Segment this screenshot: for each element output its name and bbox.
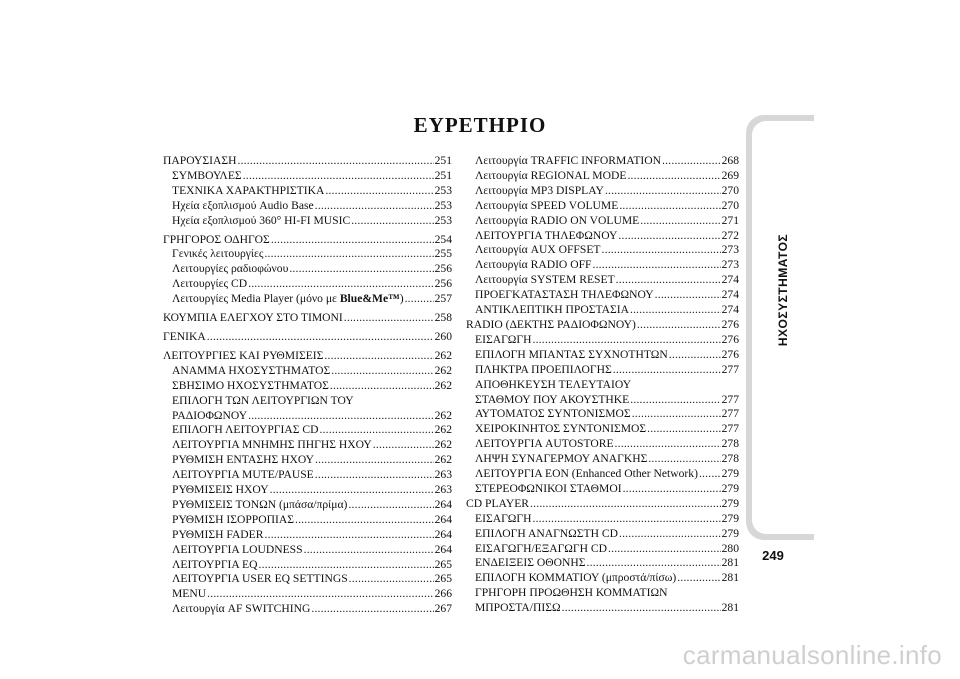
page-number: 249 xyxy=(762,548,784,563)
dot-leader xyxy=(647,422,720,437)
index-page-number: 262 xyxy=(434,363,452,377)
index-entry[interactable] xyxy=(163,498,452,513)
index-entry-text: ΕΠΙΛΟΓΗ ΚΟΜΜΑΤΙΟΥ (μπροστά/πίσω) xyxy=(475,571,677,585)
dot-leader xyxy=(562,601,721,616)
index-entry-text: MENU xyxy=(172,587,207,601)
dot-leader xyxy=(532,333,720,348)
dot-leader xyxy=(351,214,433,229)
index-entry-text: RADIO (ΔΕΚΤΗΣ ΡΑΔΙΟΦΩΝΟΥ) xyxy=(466,317,636,331)
dot-leader xyxy=(237,154,433,169)
index-entry[interactable] xyxy=(163,169,452,184)
index-page-number: 263 xyxy=(434,468,452,482)
dot-leader xyxy=(207,330,434,345)
dot-leader xyxy=(608,542,721,557)
index-page-number: 279 xyxy=(721,467,739,481)
index-page-number: 279 xyxy=(721,481,739,495)
dot-leader xyxy=(630,393,720,408)
dot-leader xyxy=(259,558,434,573)
index-entry[interactable] xyxy=(466,467,739,482)
dot-leader xyxy=(270,483,434,498)
index-entry[interactable] xyxy=(466,527,739,542)
index-entry[interactable] xyxy=(466,154,739,169)
index-page-number: 281 xyxy=(721,556,739,570)
dot-leader xyxy=(373,438,434,453)
index-entry[interactable] xyxy=(163,423,452,438)
index-page-number: 277 xyxy=(721,362,739,376)
dot-leader xyxy=(304,543,434,558)
index-page-number: 253 xyxy=(434,198,452,212)
index-entry-text: ΠΑΡΟΥΣΙΑΣΗ xyxy=(163,154,237,167)
dot-leader xyxy=(271,233,434,248)
index-page-number: 277 xyxy=(721,407,739,421)
dot-leader xyxy=(623,482,721,497)
index-entry[interactable] xyxy=(163,199,452,214)
dot-leader xyxy=(616,273,721,288)
index-entry-text: Λειτουργίες ραδιοφώνου xyxy=(172,262,289,276)
index-entry-text xyxy=(172,292,404,307)
dot-leader xyxy=(331,364,433,379)
index-page-number: 263 xyxy=(434,483,452,497)
dot-leader xyxy=(662,154,721,169)
index-entry-text: Λειτουργία SYSTEM RESET xyxy=(475,273,615,287)
index-entry-text: ΕΙΣΑΓΩΓΗ xyxy=(475,511,532,525)
dot-leader xyxy=(613,363,721,378)
index-entry-text: ΣΥΜΒΟΥΛΕΣ xyxy=(172,168,242,182)
index-entry-text: ΡΥΘΜΙΣΗ ΕΝΤΑΣΗΣ ΗΧΟΥ xyxy=(172,453,315,467)
index-entry[interactable] xyxy=(466,497,739,512)
index-entry-text: ΑΥΤΟΜΑΤΟΣ ΣΥΝΤΟΝΙΣΜΟΣ xyxy=(475,407,631,421)
index-entry[interactable] xyxy=(163,330,452,345)
index-entry[interactable] xyxy=(466,303,739,318)
index-entry-text: ΡΥΘΜΙΣΕΙΣ ΤΟΝΩΝ (μπάσα/πρίμα) xyxy=(172,497,348,511)
index-page-number: 269 xyxy=(721,168,739,182)
index-page-number: 262 xyxy=(434,438,452,452)
index-entry-text: ΕΙΣΑΓΩΓΗ xyxy=(475,332,532,346)
index-entry[interactable] xyxy=(163,349,452,364)
index-entry[interactable] xyxy=(163,154,452,169)
dot-leader xyxy=(265,528,434,543)
index-entry-text: ΡΥΘΜΙΣΕΙΣ ΗΧΟΥ xyxy=(172,483,269,497)
index-page-number: 257 xyxy=(434,292,452,306)
index-entry[interactable] xyxy=(466,452,739,467)
index-entry-text-part: Λειτουργίες Media Player (μόνο με xyxy=(172,292,340,306)
index-page-number: 260 xyxy=(434,329,452,343)
dot-leader xyxy=(289,262,433,277)
index-page-number: 262 xyxy=(434,453,452,467)
index-page-number: 277 xyxy=(721,392,739,406)
dot-leader xyxy=(349,572,434,587)
index-entry[interactable] xyxy=(466,437,739,452)
index-page-number: 255 xyxy=(434,247,452,261)
index-entry-text: ΛΕΙΤΟΥΡΓΙΑ MUTE/PAUSE xyxy=(172,468,314,482)
index-entry-text: ΠΡΟΕΓΚΑΤΑΣΤΑΣΗ ΤΗΛΕΦΩΝΟΥ xyxy=(475,288,654,302)
index-entry-text: ΡΑΔΙΟΦΩΝΟΥ xyxy=(172,408,248,422)
dot-leader xyxy=(243,169,434,184)
dot-leader xyxy=(677,571,720,586)
dot-leader xyxy=(248,409,434,424)
index-entry-text: Λειτουργία RADIO OFF xyxy=(475,258,592,272)
index-entry[interactable] xyxy=(163,587,452,602)
index-entry[interactable] xyxy=(466,184,739,199)
dot-leader xyxy=(207,587,433,602)
page-title: ΕΥΡΕΤΗΡΙΟ xyxy=(413,113,547,137)
index-page-number: 270 xyxy=(721,198,739,212)
index-page-number: 262 xyxy=(434,348,452,362)
index-entry-text: ΜΠΡΟΣΤΑ/ΠΙΣΩ xyxy=(475,601,561,615)
dot-leader xyxy=(619,199,720,214)
index-entry-text: Λειτουργία SPEED VOLUME xyxy=(475,198,619,212)
dot-leader xyxy=(655,288,721,303)
index-page-number: 251 xyxy=(434,168,452,182)
section-label xyxy=(753,205,813,375)
index-page-number: 274 xyxy=(721,288,739,302)
index-page-number: 274 xyxy=(721,303,739,317)
index-entry-text: ΕΠΙΛΟΓΗ ΜΠΑΝΤΑΣ ΣΥΧΝΟΤΗΤΩΝ xyxy=(475,347,668,361)
index-entry-text: Λειτουργία RADIO ON VOLUME xyxy=(475,213,640,227)
index-entry[interactable] xyxy=(466,556,739,571)
index-entry-text: ΛΕΙΤΟΥΡΓΙΕΣ ΚΑΙ ΡΥΘΜΙΣΕΙΣ xyxy=(163,348,324,362)
index-entry[interactable] xyxy=(466,169,739,184)
index-entry-text-part: ) xyxy=(399,292,404,306)
index-column-left xyxy=(163,154,452,617)
index-entry[interactable] xyxy=(163,262,452,277)
index-entry-text: Ηχεία εξοπλισμού 360° HI-FI MUSIC xyxy=(172,213,351,227)
index-entry[interactable] xyxy=(466,258,739,273)
dot-leader xyxy=(627,169,720,184)
index-entry-text: ΚΟΥΜΠΙΑ ΕΛΕΓΧΟΥ ΣΤΟ ΤΙΜΟΝΙ xyxy=(163,311,343,325)
dot-leader xyxy=(615,437,721,452)
index-page-number: 268 xyxy=(721,154,739,167)
dot-leader xyxy=(618,229,720,244)
index-entry[interactable] xyxy=(466,243,739,258)
dot-leader xyxy=(315,453,434,468)
index-page-number: 281 xyxy=(721,571,739,585)
index-entry[interactable] xyxy=(466,229,739,244)
index-page-number: 276 xyxy=(721,332,739,346)
index-page-number: 253 xyxy=(434,213,452,227)
index-entry[interactable] xyxy=(163,247,452,262)
index-entry-text: ΕΠΙΛΟΓΗ ΑΝΑΓΝΩΣΤΗ CD xyxy=(475,526,618,540)
index-entry[interactable] xyxy=(466,348,739,363)
dot-leader xyxy=(325,184,433,199)
index-page-number: 276 xyxy=(721,347,739,361)
index-page-number: 256 xyxy=(434,277,452,291)
index-entry-text: ΧΕΙΡΟΚΙΝΗΤΟΣ ΣΥΝΤΟΝΙΣΜΟΣ xyxy=(475,422,647,436)
dot-leader xyxy=(248,277,434,292)
index-entry-text: ΠΛΗΚΤΡΑ ΠΡΟΕΠΙΛΟΓΗΣ xyxy=(475,362,612,376)
index-entry-text: ΛΕΙΤΟΥΡΓΙΑ LOUDNESS xyxy=(172,542,303,556)
dot-leader xyxy=(319,423,433,438)
index-entry[interactable] xyxy=(163,379,452,394)
index-page-number: 274 xyxy=(721,273,739,287)
index-page-number: 254 xyxy=(434,232,452,246)
index-page-number: 273 xyxy=(721,243,739,257)
index-page-number: 278 xyxy=(721,437,739,451)
index-page-number: 273 xyxy=(721,258,739,272)
index-entry-text: Λειτουργία REGIONAL MODE xyxy=(475,168,627,182)
index-page-number: 272 xyxy=(721,228,739,242)
index-entry[interactable] xyxy=(163,233,452,248)
index-entry-text: ΕΠΙΛΟΓΗ ΤΩΝ ΛΕΙΤΟΥΡΓΙΩΝ ΤΟΥ xyxy=(172,393,354,407)
index-page-number: 256 xyxy=(434,262,452,276)
index-entry-text: ΣΒΗΣΙΜΟ ΗΧΟΣΥΣΤΗΜΑΤΟΣ xyxy=(172,378,329,392)
index-entry[interactable] xyxy=(163,528,452,543)
index-page-number: 264 xyxy=(434,527,452,541)
index-entry-text: Γενικές λειτουργίες xyxy=(172,247,264,261)
index-page-number: 267 xyxy=(434,602,452,616)
index-page-number: 264 xyxy=(434,512,452,526)
index-entry[interactable] xyxy=(163,438,452,453)
index-entry[interactable] xyxy=(163,184,452,199)
dot-leader xyxy=(602,243,721,258)
index-page-number: 265 xyxy=(434,572,452,586)
index-entry[interactable] xyxy=(163,558,452,573)
index-entry[interactable] xyxy=(163,409,452,424)
index-entry[interactable] xyxy=(466,407,739,422)
index-entry[interactable] xyxy=(163,468,452,483)
index-entry-text: ΛΕΙΤΟΥΡΓΙΑ AUTOSTORE xyxy=(475,437,614,451)
index-entry-text: Λειτουργία AUX OFFSET xyxy=(475,243,601,257)
dot-leader xyxy=(630,303,721,318)
index-page-number: 276 xyxy=(721,317,739,331)
index-entry-text: CD PLAYER xyxy=(466,496,530,510)
index-page-number: 271 xyxy=(721,213,739,227)
index-entry-text: ΑΝΑΜΜΑ ΗΧΟΣΥΣΤΗΜΑΤΟΣ xyxy=(172,363,331,377)
dot-leader xyxy=(311,602,433,617)
index-page-number: 253 xyxy=(434,183,452,197)
dot-leader xyxy=(344,311,434,326)
section-label-text: ΗΧΟΣΥΣΤΗΜΑΤΟΣ xyxy=(776,233,790,347)
index-page-number: 265 xyxy=(434,557,452,571)
dot-leader xyxy=(640,214,720,229)
index-entry[interactable] xyxy=(466,288,739,303)
index-entry[interactable] xyxy=(163,543,452,558)
index-entry-text: ΕΙΣΑΓΩΓΗ/ΕΞΑΓΩΓΗ CD xyxy=(475,541,607,555)
index-entry[interactable] xyxy=(163,214,452,229)
dot-leader xyxy=(530,497,721,512)
dot-leader xyxy=(330,379,434,394)
index-page-number: 279 xyxy=(721,496,739,510)
index-entry[interactable] xyxy=(163,483,452,498)
index-entry-text: ΓΡΗΓΟΡΗ ΠΡΟΩΘΗΣΗ ΚΟΜΜΑΤΙΩΝ xyxy=(475,586,668,600)
index-entry[interactable] xyxy=(466,333,739,348)
dot-leader xyxy=(348,498,433,513)
dot-leader xyxy=(315,199,434,214)
dot-leader xyxy=(605,184,721,199)
dot-leader xyxy=(264,247,433,262)
index-entry-text: Λειτουργίες CD xyxy=(172,277,248,291)
index-entry[interactable] xyxy=(163,364,452,379)
index-entry-text: ΛΕΙΤΟΥΡΓΙΑ EQ xyxy=(172,557,258,571)
index-page-number: 279 xyxy=(721,511,739,525)
dot-leader xyxy=(587,556,721,571)
index-entry[interactable] xyxy=(466,363,739,378)
index-entry-text-bold: Blue&Me™ xyxy=(339,292,400,306)
index-entry-text: ΣΤΕΡΕΟΦΩΝΙΚΟΙ ΣΤΑΘΜΟΙ xyxy=(475,481,622,495)
index-entry[interactable] xyxy=(466,571,739,586)
dot-leader xyxy=(699,467,721,482)
index-entry[interactable] xyxy=(163,572,452,587)
index-entry[interactable] xyxy=(163,311,452,326)
index-entry-text: ΛΕΙΤΟΥΡΓΙΑ USER EQ SETTINGS xyxy=(172,572,348,586)
index-entry[interactable] xyxy=(466,318,739,333)
index-entry-text: ΛΕΙΤΟΥΡΓΙΑ EON (Enhanced Other Network) xyxy=(475,467,698,481)
index-entry-text: Λειτουργία MP3 DISPLAY xyxy=(475,183,604,197)
index-entry[interactable] xyxy=(466,214,739,229)
index-page-number: 278 xyxy=(721,452,739,466)
index-entry-text: ΤΕΧΝΙΚΑ ΧΑΡΑΚΤΗΡΙΣΤΙΚΑ xyxy=(172,183,325,197)
index-entry-text: Λειτουργία AF SWITCHING xyxy=(172,602,311,616)
index-entry-text: ΑΝΤΙΚΛΕΠΤΙΚΗ ΠΡΟΣΤΑΣΙΑ xyxy=(475,303,629,317)
dot-leader xyxy=(532,512,720,527)
index-entry[interactable] xyxy=(466,422,739,437)
dot-leader xyxy=(637,318,721,333)
index-entry-text: ΛΕΙΤΟΥΡΓΙΑ ΤΗΛΕΦΩΝΟΥ xyxy=(475,228,618,242)
index-page-number: 262 xyxy=(434,378,452,392)
index-page-number: 264 xyxy=(434,542,452,556)
index-entry[interactable] xyxy=(466,542,739,557)
index-entry-text: ΓΡΗΓΟΡΟΣ ΟΔΗΓΟΣ xyxy=(163,232,270,246)
dot-leader xyxy=(324,349,433,364)
dot-leader xyxy=(295,513,434,528)
index-page-number: 279 xyxy=(721,526,739,540)
index-page-number: 258 xyxy=(434,311,452,325)
index-column-right xyxy=(466,154,739,616)
index-entry-text: ΛΕΙΤΟΥΡΓΙΑ ΜΝΗΜΗΣ ΠΗΓΗΣ ΗΧΟΥ xyxy=(172,438,372,452)
index-entry-text: Ηχεία εξοπλισμού Audio Base xyxy=(172,198,314,212)
index-entry-text: ΕΝΔΕΙΞΕΙΣ ΟΘΟΝΗΣ xyxy=(475,556,586,570)
index-entry[interactable] xyxy=(466,512,739,527)
index-entry[interactable] xyxy=(466,199,739,214)
dot-leader xyxy=(632,407,721,422)
index-entry-text: ΡΥΘΜΙΣΗ FADER xyxy=(172,527,264,541)
index-entry[interactable] xyxy=(466,273,739,288)
dot-leader xyxy=(669,348,721,363)
index-entry[interactable] xyxy=(163,292,452,307)
dot-leader xyxy=(315,468,434,483)
watermark: carmanualsonline.info xyxy=(682,640,942,670)
index-page-number: 270 xyxy=(721,183,739,197)
index-entry-text: ΑΠΟΘΗΚΕΥΣΗ ΤΕΛΕΥΤΑΙΟΥ xyxy=(475,377,632,391)
index-entry-text: ΡΥΘΜΙΣΗ ΙΣΟΡΡΟΠΙΑΣ xyxy=(172,512,294,526)
index-entry-text: ΛΗΨΗ ΣΥΝΑΓΕΡΜΟΥ ΑΝΑΓΚΗΣ xyxy=(475,452,648,466)
index-entry-text: ΕΠΙΛΟΓΗ ΛΕΙΤΟΥΡΓΙΑΣ CD xyxy=(172,423,319,437)
dot-leader xyxy=(619,527,721,542)
index-page-number: 266 xyxy=(434,587,452,601)
index-page-number: 281 xyxy=(721,601,739,615)
index-entry[interactable] xyxy=(466,393,739,408)
dot-leader xyxy=(592,258,720,273)
index-entry[interactable] xyxy=(163,453,452,468)
index-page-number: 262 xyxy=(434,423,452,437)
index-entry[interactable] xyxy=(163,513,452,528)
index-entry[interactable] xyxy=(163,277,452,292)
index-entry-text: ΣΤΑΘΜΟΥ ΠΟΥ ΑΚΟΥΣΤΗΚΕ xyxy=(475,392,630,406)
index-page-number: 277 xyxy=(721,422,739,436)
index-page-number: 262 xyxy=(434,408,452,422)
index-page-number: 264 xyxy=(434,497,452,511)
index-entry-text: ΓΕΝΙΚΑ xyxy=(163,329,206,343)
dot-leader xyxy=(405,292,434,307)
index-entry[interactable] xyxy=(466,482,739,497)
index-entry-text: Λειτουργία TRAFFIC INFORMATION xyxy=(475,154,662,167)
index-entry[interactable] xyxy=(163,602,452,617)
dot-leader xyxy=(648,452,720,467)
index-entry[interactable] xyxy=(466,601,739,616)
index-page-number: 280 xyxy=(721,541,739,555)
index-page-number: 251 xyxy=(434,154,452,167)
